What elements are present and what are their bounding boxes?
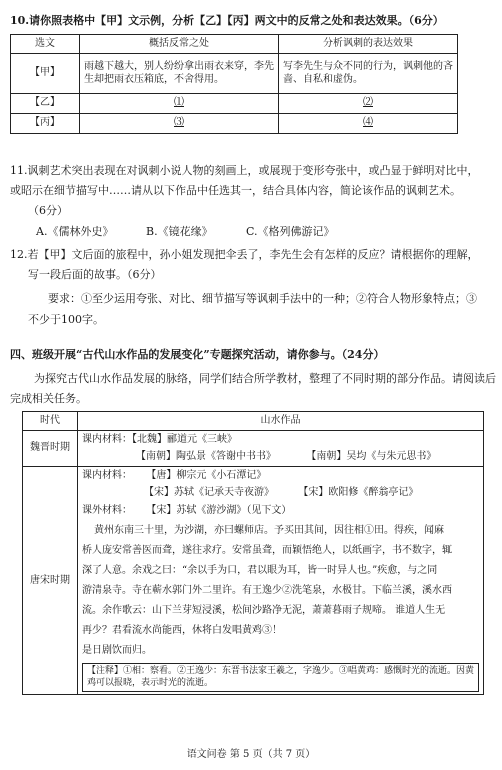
s4-tang-work-liu: 【唐】柳宗元《小石潭记》: [146, 469, 267, 481]
q12-requirement2: 不少于100字。: [28, 313, 104, 326]
s4-header-era: 时代: [23, 412, 78, 431]
s4-tang-inner-label: 课内材料：: [82, 469, 132, 481]
q10-header-col1: 选文: [11, 35, 80, 54]
q11-line2: 或昭示在细节描写中……请从以下作品中任选其一，结合具体内容，简论该作品的讽刺艺术。: [10, 184, 461, 197]
section4-intro2: 完成相关任务。: [10, 392, 87, 405]
q12-requirement1: 要求：①至少运用夸张、对比、细节描写等讽刺手法中的一种；②符合人物形象特点；③: [48, 292, 477, 305]
s4-tang-work-ouyang: 【宋】欧阳修《醉翁亭记》: [298, 487, 419, 498]
q10-header-col2: 概括反常之处: [80, 35, 279, 54]
q11-option-c: C.《格列佛游记》: [246, 225, 335, 238]
s4-tang-outer1: [82, 504, 479, 518]
q11-line3: （6分）: [28, 204, 68, 217]
s4-annotation-box: [82, 663, 479, 692]
q11-option-a: A.《儒林外史》: [36, 225, 114, 238]
q10-cell-effect: 写李先生与众不同的行为，讽刺他的吝啬、自私和虚伪。: [279, 53, 458, 93]
s4-passage-line: 黄州东南三十里，为沙湖，亦曰螺师店。予买田其间，因往相①田。得疾，闻麻: [94, 525, 444, 536]
s4-weijin-work-wu: 【南朝】吴均《与朱元思书》: [306, 451, 437, 462]
s4-weijin-line1: 课内材料：【北魏】郦道元《三峡》: [82, 433, 237, 445]
s4-passage-line: 深了人意。余戏之曰：“余以手为口，君以眼为耳，皆一时异人也。”疾愈，与之同: [82, 565, 438, 576]
q10-row-label: 【丙】: [11, 113, 80, 133]
s4-passage-line: 流。余作歌云：山下兰芽短浸溪，松间沙路净无泥，萧萧暮雨子规啼。 谁道人生无: [82, 605, 446, 616]
q11-option-b: B.《镜花缘》: [146, 225, 213, 238]
q10-row-bing: [11, 113, 458, 133]
section4-table: [22, 411, 484, 695]
s4-era-tangsong: 唐宋时期: [23, 466, 78, 695]
q10-row-jia: [11, 53, 458, 93]
q10-blank-3[interactable]: ⑶: [80, 113, 279, 133]
s4-header-works: 山水作品: [78, 412, 484, 431]
s4-tang-outer-label: 课外材料：: [82, 504, 132, 516]
page-footer: 语文问卷 第 5 页（共 7 页）: [186, 749, 316, 760]
s4-works-weijin: [78, 430, 484, 466]
section4-title: 四、班级开展“古代山水作品的发展变化”专题探究活动，请你参与。（24分）: [10, 348, 385, 361]
s4-tang-work-youshahu: 【宋】苏轼《游沙湖》（见下文）: [146, 504, 292, 516]
s4-note-line2: 鸡可以报晓，表示时光的流逝。: [87, 677, 214, 688]
s4-passage-line: 再少？君看流水尚能西，休将白发唱黄鸡③！: [82, 625, 282, 636]
q10-header-row: [11, 35, 458, 54]
q10-cell-anomaly: 雨越下越大，别人纷纷拿出雨衣来穿，李先生却把雨衣压箱底，不舍得用。: [80, 53, 279, 93]
s4-tang-inner1: [82, 469, 479, 483]
q10-stem: 10.请你照表格中【甲】文示例，分析【乙】【丙】两文中的反常之处和表达效果。（6分）: [10, 14, 444, 27]
q10-blank-2[interactable]: ⑵: [279, 93, 458, 113]
q10-row-label: 【乙】: [11, 93, 80, 113]
s4-passage-line: 是日剧饮而归。: [82, 645, 152, 656]
s4-tang-work-su: 【宋】苏轼《记承天寺夜游》: [144, 487, 274, 498]
q10-row-yi: [11, 93, 458, 113]
s4-tang-inner2: [82, 486, 479, 500]
s4-era-weijin: 魏晋时期: [23, 430, 78, 466]
s4-passage-line: 游清泉寺。寺在蕲水郭门外二里许。有王逸少②洗笔泉，水极甘。下临兰溪，溪水西: [82, 585, 452, 596]
s4-row-tangsong: [23, 466, 484, 695]
q12-line2: 写一段后面的故事。（6分）: [28, 268, 162, 281]
q10-table: [10, 34, 458, 134]
q10-header-col3: 分析讽刺的表达效果: [279, 35, 458, 54]
q10-blank-1[interactable]: ⑴: [80, 93, 279, 113]
q10-blank-4[interactable]: ⑷: [279, 113, 458, 133]
s4-works-tangsong: [78, 466, 484, 695]
q10-row-label: 【甲】: [11, 53, 80, 93]
s4-note-line1: 【注释】①相：察看。②王逸少：东晋书法家王羲之，字逸少。③唱黄鸡：感慨时光的流逝。因黄: [87, 666, 475, 676]
s4-header-row: [23, 412, 484, 431]
q11-line1: 11.讽刺艺术突出表现在对讽刺小说人物的刻画上，或展现于变形夸张中，或凸显于鲜明对比中，: [10, 164, 479, 177]
s4-passage-line: 桥人庞安常善医而聋，遂往求疗。安常虽聋，而颖悟绝人，以纸画字，书不数字，辄: [82, 545, 452, 556]
s4-passage: [82, 521, 479, 661]
s4-row-weijin: [23, 430, 484, 466]
section4-intro1: 为探究古代山水作品发展的脉络，同学们结合所学教材，整理了不同时期的部分作品。请阅读后: [34, 372, 496, 385]
q12-line1: 12.若【甲】文后面的旅程中，孙小姐发现把伞丢了，李先生会有怎样的反应？请根据你的理解，: [10, 248, 479, 261]
s4-weijin-work-tao: 【南朝】陶弘景《答谢中书书》: [136, 451, 276, 462]
s4-weijin-line2: [82, 450, 479, 464]
